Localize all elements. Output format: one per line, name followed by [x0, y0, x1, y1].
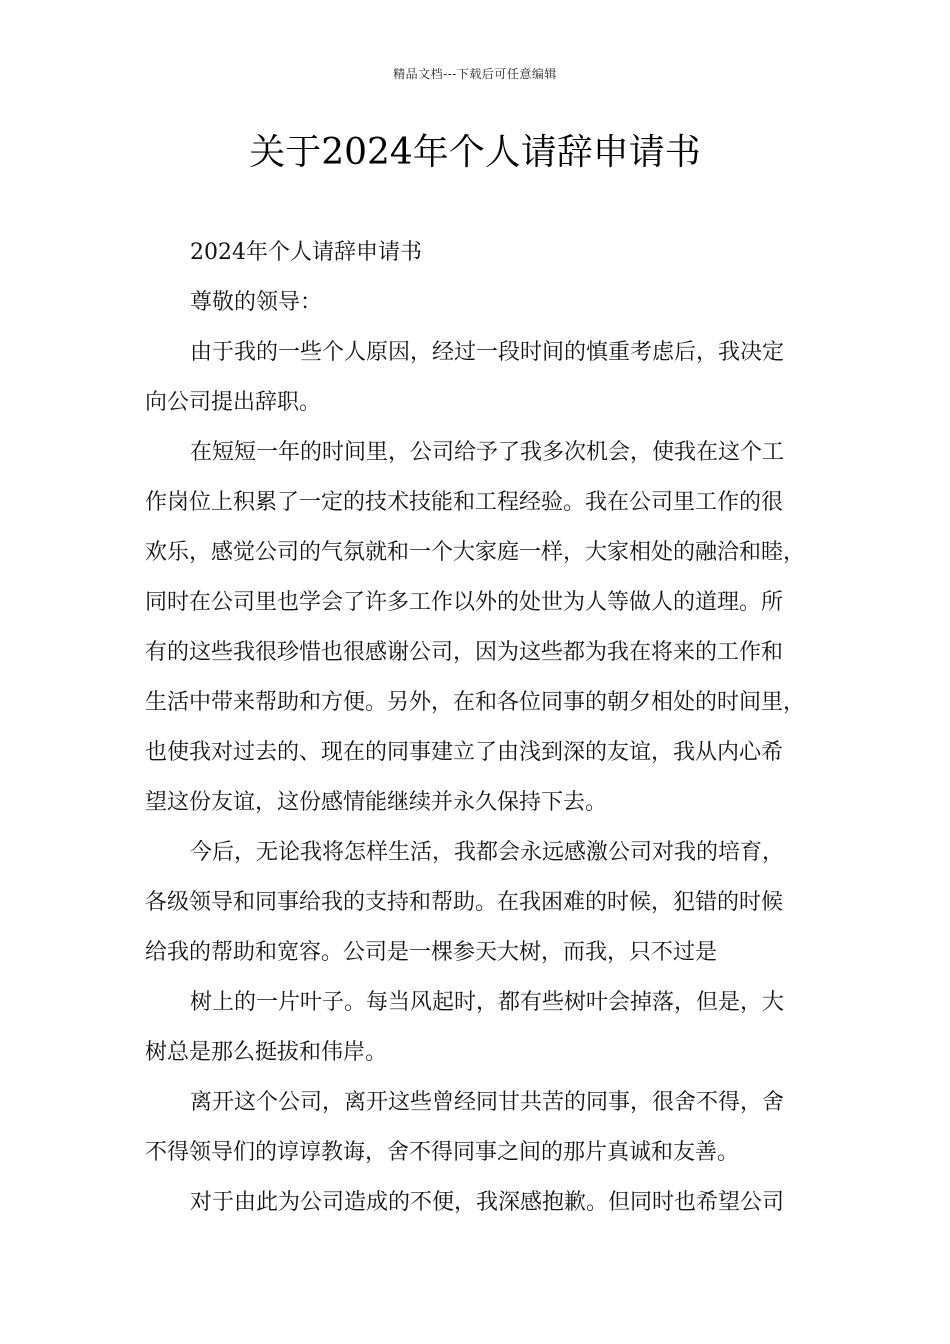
body-line: 作岗位上积累了一定的技术技能和工程经验。我在公司里工作的很 [145, 490, 784, 515]
document-body [145, 228, 835, 1228]
body-line: 各级领导和同事给我的支持和帮助。在我困难的时候，犯错的时候 [145, 890, 784, 915]
body-line: 今后，无论我将怎样生活，我都会永远感激公司对我的培育， [190, 840, 785, 865]
body-line: 也使我对过去的、现在的同事建立了由浅到深的友谊，我从内心希 [145, 740, 784, 765]
body-line: 有的这些我很珍惜也很感谢公司，因为这些都为我在将来的工作和 [145, 640, 784, 665]
body-line: 不得领导们的谆谆教诲，舍不得同事之间的那片真诚和友善。 [145, 1140, 740, 1165]
body-line: 2024年个人请辞申请书 [190, 240, 422, 265]
body-line: 给我的帮助和宽容。公司是一棵参天大树，而我，只不过是 [145, 940, 718, 965]
body-line: 望这份友谊，这份感情能继续并永久保持下去。 [145, 790, 608, 815]
document-title: 关于2024年个人请辞申请书 [249, 132, 701, 173]
body-line: 向公司提出辞职。 [145, 390, 322, 415]
body-line: 树上的一片叶子。每当风起时，都有些树叶会掉落，但是，大 [190, 990, 785, 1015]
body-line: 在短短一年的时间里，公司给予了我多次机会，使我在这个工 [190, 440, 785, 465]
body-line: 由于我的一些个人原因，经过一段时间的慎重考虑后，我决定 [190, 340, 785, 365]
body-line: 树总是那么挺拔和伟岸。 [145, 1040, 388, 1065]
header-note: 精品文档---下载后可任意编辑 [393, 67, 557, 81]
body-line: 生活中带来帮助和方便。另外，在和各位同事的朝夕相处的时间里， [145, 690, 806, 715]
body-line: 欢乐，感觉公司的气氛就和一个大家庭一样，大家相处的融洽和睦， [145, 540, 806, 565]
body-line: 对于由此为公司造成的不便，我深感抱歉。但同时也希望公司 [190, 1190, 785, 1215]
body-line: 离开这个公司，离开这些曾经同甘共苦的同事，很舍不得，舍 [190, 1090, 785, 1115]
body-line: 尊敬的领导： [190, 290, 323, 315]
body-line: 同时在公司里也学会了许多工作以外的处世为人等做人的道理。所 [145, 590, 784, 615]
